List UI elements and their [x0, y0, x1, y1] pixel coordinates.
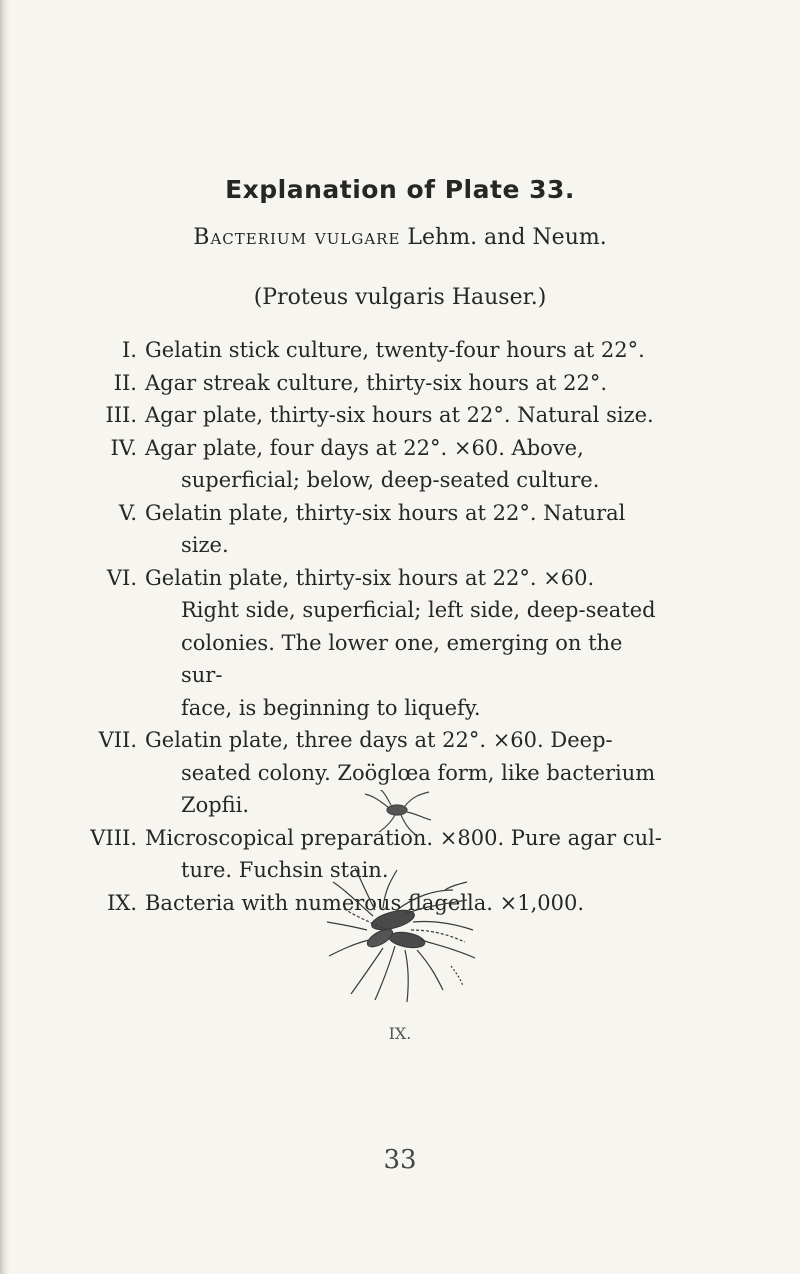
entry-continuation-line: Zopfii. [181, 793, 250, 817]
figure-caption: IX. [388, 1024, 412, 1043]
entry-numeral: VIII. [90, 825, 137, 850]
species-synonym: (Proteus vulgaris Hauser.) [253, 285, 547, 310]
species-heading [0, 225, 800, 250]
lower-bacteria-cluster-sketch [327, 868, 475, 1002]
flagella-illustration [325, 790, 485, 1020]
entry-continuation-line: Right side, superficial; left side, deep-seated [181, 598, 656, 622]
entry-continuation-line: colonies. The lower one, emerging on the sur- [181, 630, 623, 687]
entry-first-line: Agar streak culture, thirty-six hours at 22°. [145, 370, 608, 395]
entry-continuation-line: face, is beginning to liquefy. [181, 695, 481, 720]
entry-first-line: Gelatin plate, thirty-six hours at 22°. ×60. [145, 565, 595, 590]
entry-text [145, 367, 665, 400]
entry-numeral: IV. [110, 435, 137, 460]
entry-numeral: VI. [106, 565, 137, 590]
list-item [0, 432, 800, 497]
entry-numeral: I. [122, 338, 137, 362]
species-authors: Lehm. and Neum. [400, 225, 607, 250]
entry-text [145, 334, 665, 367]
list-item [0, 562, 800, 725]
entry-continuation-line: ture. Fuchsin stain. [181, 858, 389, 882]
entry-text [145, 497, 665, 562]
entry-first-line: Gelatin plate, three days at 22°. ×60. Deep- [145, 728, 613, 752]
species-name: Bacterium vulgare [193, 225, 401, 250]
entry-numeral: III. [105, 403, 137, 427]
upper-bacterium-sketch [365, 790, 431, 834]
entry-first-line: Gelatin plate, thirty-six hours at 22°. Natural [145, 500, 626, 525]
entry-first-line: Agar plate, thirty-six hours at 22°. Natural size. [145, 403, 654, 427]
entry-continuation-line: seated colony. Zoöglœa form, like bacterium [181, 760, 656, 785]
entry-text [145, 399, 665, 432]
entry-text [145, 562, 665, 725]
entry-continuation-line: superficial; below, deep-seated culture. [181, 468, 600, 492]
entry-numeral: IX. [107, 890, 137, 915]
entry-numeral: VII. [98, 728, 137, 752]
entry-numeral: V. [118, 500, 137, 525]
list-item [0, 497, 800, 562]
plate-title: Explanation of Plate 33. [225, 175, 575, 204]
entry-continuation-line: size. [181, 533, 229, 557]
entry-first-line: Bacteria with numerous flagella. ×1,000. [145, 890, 585, 915]
list-item [0, 367, 800, 400]
entry-first-line: Gelatin stick culture, twenty-four hours at 22°. [145, 338, 645, 362]
entry-text [145, 432, 665, 497]
entry-first-line: Microscopical preparation. ×800. Pure agar cul- [145, 825, 662, 850]
entry-numeral: II. [113, 370, 137, 395]
entry-first-line: Agar plate, four days at 22°. ×60. Above, [145, 435, 584, 460]
list-item [0, 334, 800, 367]
page-number: 33 [383, 1145, 417, 1175]
list-item [0, 399, 800, 432]
